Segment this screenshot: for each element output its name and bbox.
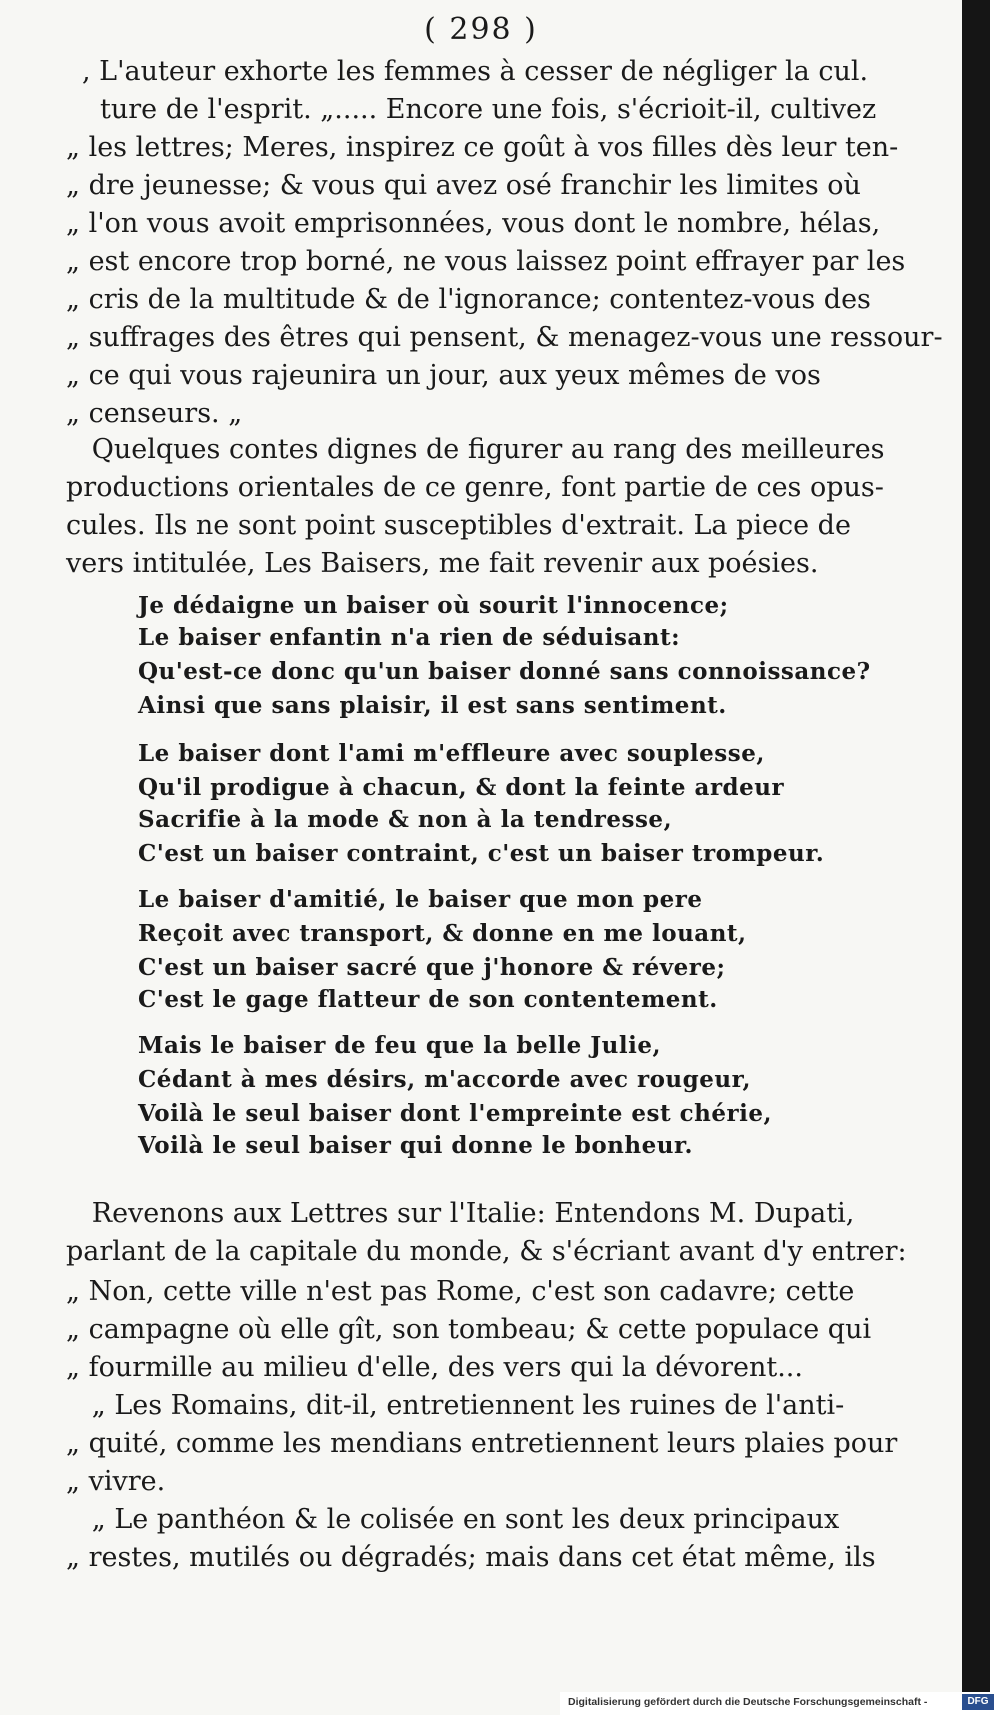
text-line: „ Non, cette ville n'est pas Rome, c'est son cadavre; cette [66, 1276, 855, 1307]
verse-line: Mais le baiser de feu que la belle Julie, [138, 1032, 661, 1059]
verse-line: Qu'est-ce donc qu'un baiser donné sans connoissance? [138, 658, 871, 685]
verse-line: Voilà le seul baiser qui donne le bonheur. [138, 1132, 693, 1159]
text-line: „ fourmille au milieu d'elle, des vers qui la dévorent... [66, 1352, 803, 1383]
verse-line: C'est un baiser sacré que j'honore & révere; [138, 954, 726, 981]
text-line: „ Les Romains, dit-il, entretiennent les ruines de l'anti- [66, 1390, 845, 1421]
text-line: „ suffrages des êtres qui pensent, & menagez-vous une ressour- [66, 322, 943, 353]
text-line: „ est encore trop borné, ne vous laissez point effrayer par les [66, 246, 906, 277]
verse-line: C'est un baiser contraint, c'est un baiser trompeur. [138, 840, 825, 867]
text-line: „ dre jeunesse; & vous qui avez osé franchir les limites où [66, 170, 861, 201]
page-number: ( 298 ) [424, 12, 538, 47]
scan-page-edge [962, 0, 990, 1715]
verse-line: Je dédaigne un baiser où sourit l'innocence; [138, 592, 729, 619]
digitization-footer [560, 1692, 1000, 1715]
text-line: Quelques contes dignes de figurer au rang des meilleures [66, 434, 885, 465]
text-line: „ Le panthéon & le colisée en sont les deux principaux [66, 1504, 840, 1535]
verse-line: Voilà le seul baiser dont l'empreinte est chérie, [138, 1100, 772, 1127]
text-line: „ quité, comme les mendians entretiennent leurs plaies pour [66, 1428, 898, 1459]
verse-line: C'est le gage flatteur de son contentement. [138, 986, 718, 1013]
verse-line: Sacrifie à la mode & non à la tendresse, [138, 806, 673, 833]
text-line: parlant de la capitale du monde, & s'écriant avant d'y entrer: [66, 1236, 907, 1267]
dfg-logo: DFG [962, 1694, 994, 1710]
text-line: „ campagne où elle gît, son tombeau; & cette populace qui [66, 1314, 872, 1345]
text-line: „ censeurs. „ [66, 398, 243, 429]
verse-line: Cédant à mes désirs, m'accorde avec rougeur, [138, 1066, 752, 1093]
text-line: cules. Ils ne sont point susceptibles d'extrait. La piece de [66, 510, 851, 541]
text-line: „ ce qui vous rajeunira un jour, aux yeux mêmes de vos [66, 360, 821, 391]
text-line: vers intitulée, Les Baisers, me fait revenir aux poésies. [66, 548, 819, 579]
verse-line: Le baiser enfantin n'a rien de séduisant: [138, 624, 681, 651]
text-line: „ cris de la multitude & de l'ignorance; contentez-vous des [66, 284, 871, 315]
verse-line: Le baiser dont l'ami m'effleure avec souplesse, [138, 740, 765, 767]
verse-line: Reçoit avec transport, & donne en me louant, [138, 920, 747, 947]
text-line: , L'auteur exhorte les femmes à cesser de négliger la cul. [82, 56, 869, 87]
text-line: productions orientales de ce genre, font partie de ces opus- [66, 472, 884, 503]
text-line: „ restes, mutilés ou dégradés; mais dans cet état même, ils [66, 1542, 876, 1573]
verse-line: Qu'il prodigue à chacun, & dont la feinte ardeur [138, 774, 785, 801]
scan-margin [990, 0, 1000, 1715]
text-line: „ l'on vous avoit emprisonnées, vous dont le nombre, hélas, [66, 208, 881, 239]
verse-line: Le baiser d'amitié, le baiser que mon pere [138, 886, 703, 913]
text-line: „ vivre. [66, 1466, 166, 1497]
text-line: Revenons aux Lettres sur l'Italie: Entendons M. Dupati, [66, 1198, 855, 1229]
footer-credit: Digitalisierung gefördert durch die Deutsche Forschungsgemeinschaft - [568, 1696, 928, 1708]
verse-line: Ainsi que sans plaisir, il est sans sentiment. [138, 692, 727, 719]
text-line: „ les lettres; Meres, inspirez ce goût à vos filles dès leur ten- [66, 132, 899, 163]
text-line: ture de l'esprit. „..... Encore une fois, s'écrioit-il, cultivez [100, 94, 877, 125]
